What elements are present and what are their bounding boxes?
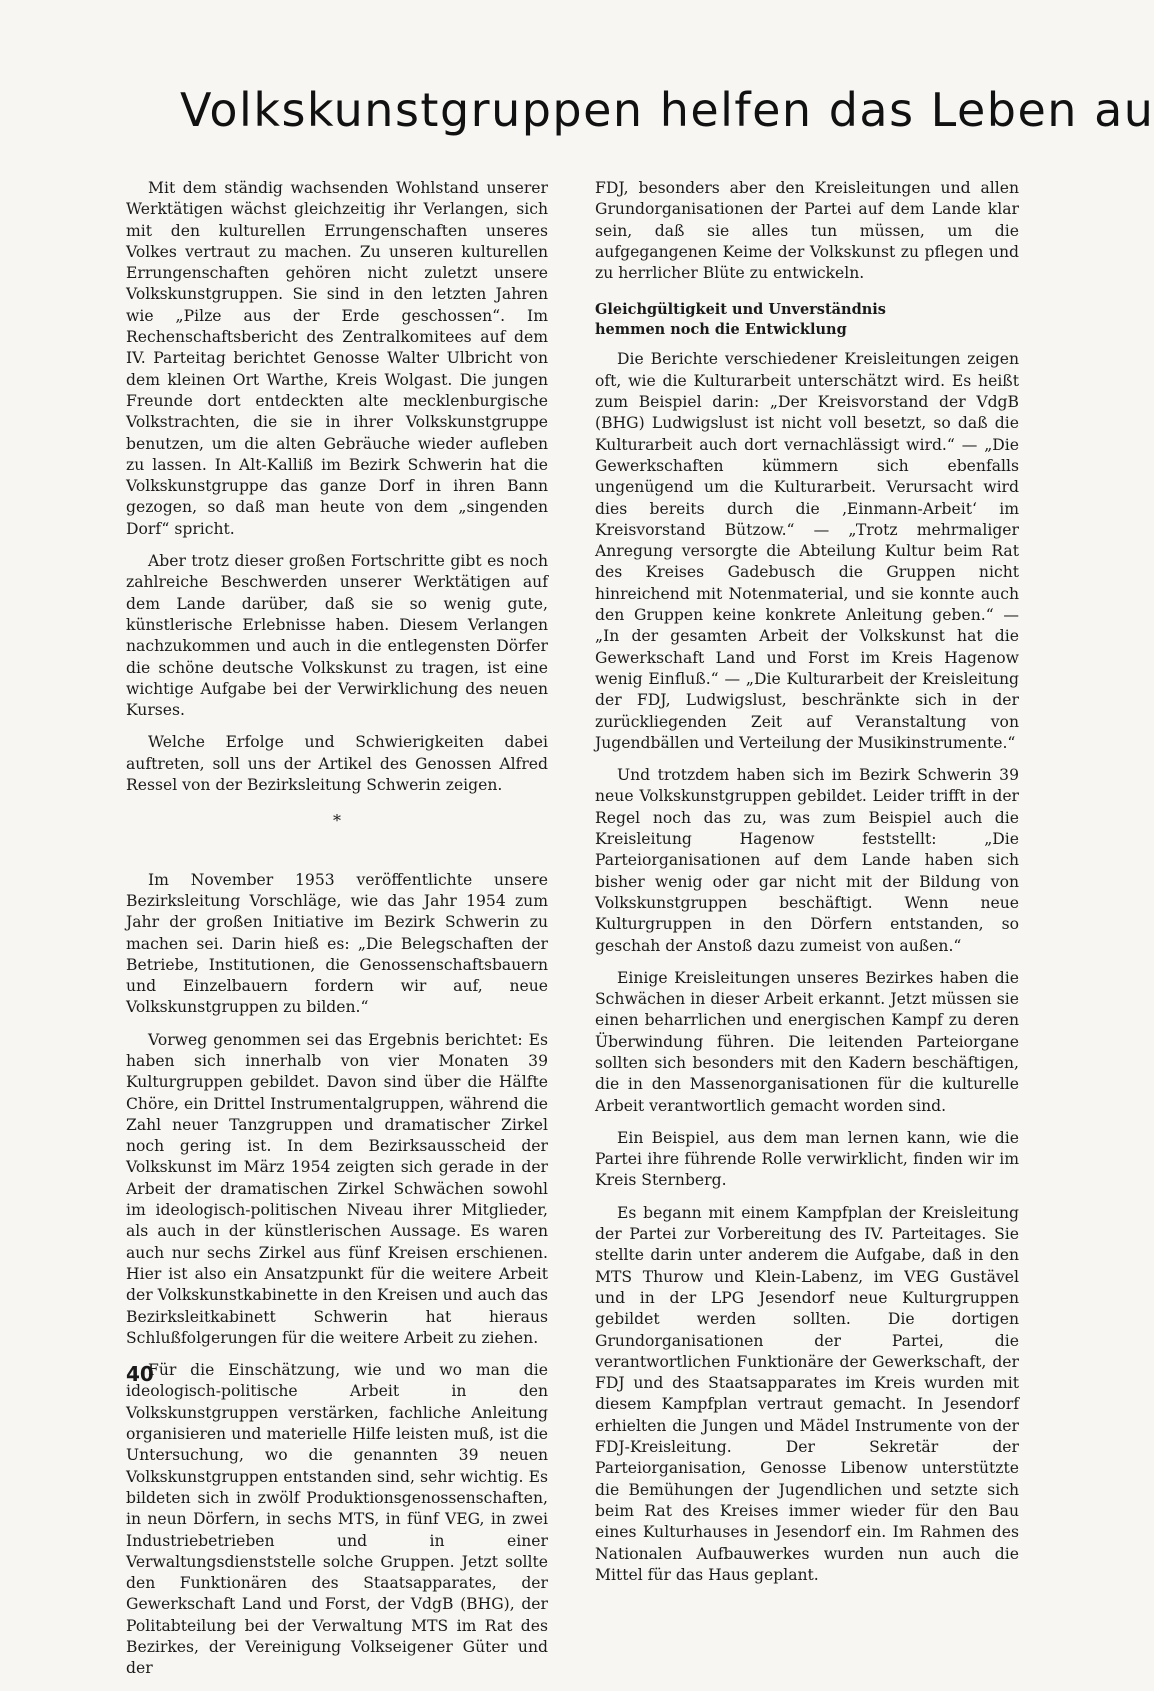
body-paragraph: Ein Beispiel, aus dem man lernen kann, wie die Partei ihre führende Rolle verwirklicht, finden wir im Kreis Sternberg. <box>595 1128 1019 1190</box>
section-separator: * <box>333 811 341 831</box>
continuation-paragraph: FDJ, besonders aber den Kreisleitungen und allen Grundorganisationen der Partei auf dem Lande klar sein, daß sie alles tun müssen, um die aufgegangenen Keime der Volkskunst zu pflegen und zu herrlicher Blüte zu entwickeln. <box>595 179 1019 283</box>
left-column <box>126 178 548 1691</box>
intro-paragraph: Mit dem ständig wachsenden Wohlstand unserer Werktätigen wächst gleichzeitig ihr Verlangen, sich mit den kulturellen Errungenschaften unseres Volkes vertraut zu machen. Zu unseren kulturellen Errungenschaften gehören nicht zuletzt unsere Volkskunstgruppen. Sie sind in den letzten Jahren wie „Pilze aus der Erde geschossen“. Im Rechenschaftsbericht des Zentralkomitees auf dem IV. Parteitag berichtet Genosse Walter Ulbricht von dem kleinen Ort Warthe, Kreis Wolgast. Die jungen Freunde dort entdeckten alte mecklenburgische Volkstrachten, die sie in ihrer Volkskunstgruppe benutzen, um die alten Gebräuche wieder aufleben zu lassen. In Alt-Kalliß im Bezirk Schwerin hat die Volkskunstgruppe das ganze Dorf in ihren Bann gezogen, so daß man heute von dem „singenden Dorf“ spricht. <box>126 179 548 538</box>
body-paragraph: Einige Kreisleitungen unseres Bezirkes haben die Schwächen in dieser Arbeit erkannt. Jetzt müssen sie einen beharrlichen und energischen Kampf zu deren Überwindung führen. Die leitenden Parteiorgane sollten sich besonders mit den Kadern beschäftigen, die in den Massenorganisationen für die kulturelle Arbeit verantwortlich gemacht worden sind. <box>595 968 1019 1115</box>
subheading-line: Gleichgültigkeit und Unverständnis <box>595 301 886 319</box>
body-paragraph: Vorweg genommen sei das Ergebnis berichtet: Es haben sich innerhalb von vier Monaten 39 Kulturgruppen gebildet. Davon sind über die Hälfte Chöre, ein Drittel Instrumentalgruppen, während die Zahl neuer Tanzgruppen und dramatischer Zirkel noch gering ist. In dem Bezirksausscheid der Volkskunst im März 1954 zeigten sich gerade in der Arbeit der dramatischen Zirkel Schwächen sowohl im ideologisch-politischen Niveau ihrer Mitglieder, als auch in der künstlerischen Aussage. Es waren auch nur sechs Zirkel aus fünf Kreisen erschienen. Hier ist also ein Ansatzpunkt für die weitere Arbeit der Volkskunstkabinette in den Kreisen und auch das Bezirksleitkabinett Schwerin hat hieraus Schlußfolgerungen für die weitere Arbeit zu ziehen. <box>126 1030 548 1347</box>
intro-paragraph: Aber trotz dieser großen Fortschritte gibt es noch zahlreiche Beschwerden unserer Werktätigen auf dem Lande darüber, daß sie so wenig gute, künstlerische Erlebnisse haben. Diesem Verlangen nachzukommen und auch in die entlegensten Dörfer die schöne deutsche Volkskunst zu tragen, ist eine wichtige Aufgabe bei der Verwirklichung des neuen Kurses. <box>126 552 548 720</box>
intro-paragraph: Welche Erfolge und Schwierigkeiten dabei auftreten, soll uns der Artikel des Genossen Alfred Ressel von der Bezirksleitung Schwerin zeigen. <box>126 733 548 795</box>
body-paragraph: Und trotzdem haben sich im Bezirk Schwerin 39 neue Volkskunstgruppen gebildet. Leider trifft in der Regel noch das zu, was zum Beispiel auch die Kreisleitung Hagenow feststellt: „Die Parteiorganisationen auf dem Lande haben sich bisher wenig oder gar nicht mit der Bildung von Volkskunstgruppen beschäftigt. Wenn neue Kulturgruppen in den Dörfern entstanden, so geschah der Anstoß dazu zumeist von außen.“ <box>595 766 1019 955</box>
article-title: Volkskunstgruppen helfen das Leben au <box>180 83 1154 137</box>
right-column <box>595 178 1019 1597</box>
page-number: 40 <box>126 1362 154 1386</box>
body-paragraph: Im November 1953 veröffentlichte unsere Bezirksleitung Vorschläge, wie das Jahr 1954 zum Jahr der großen Initiative im Bezirk Schwerin zu machen sei. Darin hieß es: „Die Belegschaften der Betriebe, Institutionen, die Genossenschaftsbauern und Einzelbauern fordern wir auf, neue Volkskunstgruppen zu bilden.“ <box>126 870 548 1017</box>
subheading-line: hemmen noch die Entwicklung <box>595 321 847 339</box>
body-paragraph: Für die Einschätzung, wie und wo man die ideologisch-politische Arbeit in den Volkskunstgruppen verstärken, fachliche Anleitung organisieren und materielle Hilfe leisten muß, ist die Untersuchung, wo die genannten 39 neuen Volkskunstgruppen entstanden sind, sehr wichtig. Es bildeten sich in zwölf Produktionsgenossenschaften, in neun Dörfern, in sechs MTS, in fünf VEG, in zwei Industriebetrieben und in einer Verwaltungsdienststelle solche Gruppen. Jetzt sollte den Funktionären des Staatsapparates, der Gewerkschaft Land und Forst, der VdgB (BHG), der Politabteilung bei der Verwaltung MTS im Rat des Bezirkes, der Vereinigung Volkseigener Güter und der <box>126 1361 548 1678</box>
section-subheading <box>595 300 1019 340</box>
body-paragraph: Die Berichte verschiedener Kreisleitungen zeigen oft, wie die Kulturarbeit unterschätzt wird. Es heißt zum Beispiel darin: „Der Kreisvorstand der VdgB (BHG) Ludwigslust ist nicht voll besetzt, so daß die Kulturarbeit auch dort vernachlässigt wird.“ — „Die Gewerkschaften kümmern sich ebenfalls ungenügend um die Kulturarbeit. Verursacht wird dies bereits durch die ‚Einmann-Arbeit‘ im Kreisvorstand Bützow.“ — „Trotz mehrmaliger Anregung versorgte die Abteilung Kultur beim Rat des Kreises Gadebusch die Gruppen nicht hinreichend mit Notenmaterial, und sie konnte auch den Gruppen keine konkrete Anleitung geben.“ — „In der gesamten Arbeit der Volkskunst hat die Gewerkschaft Land und Forst im Kreis Hagenow wenig Einfluß.“ — „Die Kulturarbeit der Kreisleitung der FDJ, Ludwigslust, beschränkte sich in der zurückliegenden Zeit auf Veranstaltung von Jugendbällen und Verteilung der Musikinstrumente.“ <box>595 350 1019 752</box>
body-paragraph: Es begann mit einem Kampfplan der Kreisleitung der Partei zur Vorbereitung des IV. Parteitages. Sie stellte darin unter anderem die Aufgabe, daß in den MTS Thurow und Klein-Labenz, im VEG Gustävel und in der LPG Jesendorf neue Kulturgruppen gebildet werden sollten. Die dortigen Grundorganisationen der Partei, die verantwortlichen Funktionäre der Gewerkschaft, der FDJ und des Staatsapparates im Kreis wurden mit diesem Kampfplan vertraut gemacht. In Jesendorf erhielten die Jungen und Mädel Instrumente von der FDJ-Kreisleitung. Der Sekretär der Parteiorganisation, Genosse Libenow unterstützte die Bemühungen der Jugendlichen und setzte sich beim Rat des Kreises immer wieder für den Bau eines Kulturhauses in Jesendorf ein. Im Rahmen des Nationalen Aufbauwerkes wurden nun auch die Mittel für das Haus geplant. <box>595 1203 1019 1584</box>
